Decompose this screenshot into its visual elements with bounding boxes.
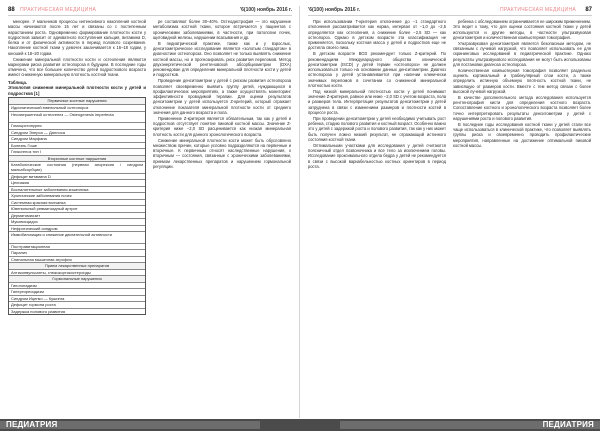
table-row: Гипертиреоидизм <box>9 288 145 295</box>
table-section-header: Вторичные костные нарушения <box>9 155 145 162</box>
table-row: Задержка полового развития <box>9 308 145 315</box>
paragraph: При использовании Т-критерия отклонение до −1 стандартного отклонения рассматривается как норма, интервал от −1,0 до −2,5 определяется как остеопения, а снижение более −2,5 SD — как остеопороз. Однако в детском возрасте эта классификация не применяется, поскольку костная масса у детей и подростков еще не достигла своего пика. <box>308 19 446 51</box>
left-column-1 <box>8 19 146 417</box>
table-row: Паралич <box>9 249 145 256</box>
table-row: Хронические заболевания почек <box>9 192 145 199</box>
paragraph: Ультразвуковая денситометрия является безопасным методом, не связанным с лучевой нагрузкой, что позволяет использовать ее для скрининговых исследований в педиатрической практике. Однако результаты ультразвукового исследования не могут быть использованы для постановки диагноза остеопороза. <box>453 40 591 67</box>
paragraph: В последние годы исследования костной ткани у детей стали все чаще использоваться в клинической практике, что позволяет выявлять группы риска и своевременно проводить профилактические мероприятия, направленные на достижение оптимальной пиковой костной массы. <box>453 121 591 148</box>
paragraph: В детском возрасте ВОЗ рекомендует только Z-критерий. По рекомендациям Международного общества клинической денситометрии (ISCD) у детей термин «остеопороз» не должен использоваться только на основании данных денситометрии. Диагноз остеопороза у детей устанавливается при наличии клинически значимых переломов в сочетании со сниженной минеральной плотностью кости. <box>308 51 446 89</box>
page-number: 87 <box>585 7 592 13</box>
paragraph: менорее. У мальчиков процессы интенсивного накопления костной массы начинаются после 15 лет и связаны со с постепенным нарастанием роста. Одновременно формирование плотности кости у подростков зависит от адекватного поступления кальция, витамина D, белка и от физической активности в период полового созревания. Накопление костной ткани у девочек заканчивается к 16–18 годам, у юношей к 18–20 годам. <box>8 19 146 56</box>
journal-name: ПРАКТИЧЕСКАЯ МЕДИЦИНА <box>20 7 97 13</box>
table-row: Катаболические состояния (нервная анорексия / синдром мальабсорбции) <box>11 162 143 173</box>
paragraph: Оптимальными участками для исследования у детей считаются поясничный отдел позвоночника и все тело за исключением головы. Исследование проксимального отдела бедра у детей не рекомендуется в связи с высокой вариабельностью костных ориентиров в период роста. <box>308 142 446 170</box>
right-page-header <box>308 5 592 15</box>
right-column-2 <box>453 19 591 417</box>
table-row: Несовершенный остеогенез — Osteogenesis imperfecta <box>9 111 145 123</box>
table-section-header: Гормональные нарушения <box>9 275 145 282</box>
issue-label: '6(100) ноябрь 2016 г. <box>239 7 292 13</box>
right-column-1 <box>308 19 446 417</box>
paragraph: При проведении денситометрии у детей необходимо учитывать рост ребенка, стадию полового развития и костный возраст. Особенно важно это у детей с задержкой роста и полового развития, так как у них может быть получен ложно низкий результат, не отражающий истинного состояния костной ткани. <box>308 115 446 143</box>
section-title: ПЕДИАТРИЯ <box>542 420 594 429</box>
header-divider <box>308 15 592 16</box>
table-row: Антиконвульсанты, глюкокортикостероиды <box>9 269 145 276</box>
table-row: Системная красная волчанка <box>9 199 145 206</box>
table-section-header: Прием лекарственных препаратов <box>9 262 145 269</box>
table-row: Целиакия <box>9 179 145 186</box>
table-row: Муковисцидоз <box>9 218 145 225</box>
paragraph: Применение Z-критерия является обязательным, так как у детей и подростков отсутствует понятие пиковой костной массы. Значение Z-критерия ниже −2,0 SD расценивается как низкая минеральная плотность кости для данного хронологического возраста. <box>153 115 291 137</box>
header-divider <box>8 15 292 16</box>
paragraph: ребенка с обследованием ограничивается ее широким применением. Это ведет к тому, что для оценки состояния костной ткани у детей используются и другие методы, в частности ультразвуковая денситометрия и количественная компьютерная томография. <box>453 19 591 40</box>
table-row: Синдром Марфана <box>9 135 145 142</box>
table-row: Нефротический синдром <box>9 225 145 232</box>
table-row: Иммобилизация и снижение двигательной активности <box>9 231 145 243</box>
paragraph: В педиатрической практике, также как и у взрослых, денситометрическое исследование является «золотым стандартом» в диагностике остеопороза. Оно позволяет не только выявлять снижение костной массы, но и прогнозировать риск развития переломов. Метод двухэнергетической рентгеновской абсорбциометрии (DXA) рекомендован для определения минеральной плотности кости у детей и подростков. <box>153 40 291 78</box>
table-section-header: Первичные костные нарушения <box>9 98 145 105</box>
paragraph: Проведение денситометрии у детей с риском развития остеопороза позволяет своевременно выявить группу детей, нуждающихся в профилактических мероприятиях, а также осуществлять мониторинг эффективности проводимой терапии. Для оценки результатов денситометрии у детей используется Z-критерий, который отражает отклонение показателя минеральной плотности кости от среднего значения для данного возраста и пола. <box>153 78 291 116</box>
paragraph: Количественная компьютерная томография позволяет раздельно оценить кортикальный и трабекулярный слои кости, а также определить истинную объемную плотность костной ткани, не зависящую от размеров кости. Вместе с тем метод связан с более высокой лучевой нагрузкой. <box>453 67 591 94</box>
left-page-header <box>8 5 292 15</box>
table-row: Гликогеноз тип I <box>9 148 145 155</box>
table-row: Постгравитационная <box>9 243 145 250</box>
table-title: Таблица. <box>8 79 28 85</box>
table-row: Синдром Элерса — Данлоса <box>9 129 145 136</box>
paragraph: ре составляют более 30–40%. Остеодистрофия — это нарушение метаболизма костной ткани, которое встречается у пациентов с хроническими заболеваниями, в частности, при патологии почек, щитовидной железы, нарушении всасывания и др. <box>153 19 291 40</box>
paragraph: Снижение минеральной плотности кости и остеопения являются маркерами риска развития остеопороза в будущем. В последние годы отмечено, что все большее количество детей подросткового возраста имеют сниженную минеральную плотность костной ткани. <box>8 56 146 78</box>
table-row: Гипогонадизм <box>9 282 145 289</box>
table-row: Воспалительные заболевания кишечника <box>9 186 145 193</box>
table-row: Ювенильный ревматоидный артрит <box>9 205 145 212</box>
paragraph: Снижение минеральной плотности кости может быть обусловлено множеством причин, которые условно подразделяются на первичные и вторичные. К первичным относят наследственные нарушения, к вторичным — состояния, связанные с хроническими заболеваниями, приемом лекарственных препаратов и нарушением гормональной регуляции. <box>153 137 291 170</box>
table-row: Идиопатический ювенильный остеопороз <box>9 104 145 111</box>
journal-name: ПРАКТИЧЕСКАЯ МЕДИЦИНА <box>499 7 576 13</box>
etiology-table <box>8 97 146 316</box>
left-column-2 <box>153 19 291 417</box>
table-row: Дефицит гормона роста <box>9 301 145 308</box>
section-title: ПЕДИАТРИЯ <box>6 420 58 429</box>
left-footer <box>0 419 300 431</box>
table-row: Гомоцистинурия <box>9 122 145 129</box>
page-number: 88 <box>8 7 15 13</box>
right-footer <box>300 419 600 431</box>
table-row: Дефицит витамина D <box>9 173 145 180</box>
table-row: Дерматомиозит <box>9 212 145 219</box>
issue-label: '6(100) ноябрь 2016 г. <box>308 7 361 13</box>
table-row: Синдром Иценко — Кушинга <box>9 295 145 302</box>
right-page <box>300 0 600 431</box>
table-subtitle: Этиология снижения минеральной плотности кости у детей и подростков [1] <box>8 85 146 96</box>
paragraph: В качестве дополнительного метода исследования используется рентгенография кисти для определения костного возраста. Сопоставление костного и хронологического возраста позволяет более точно интерпретировать результаты денситометрии у детей с нарушениями роста и полового развития. <box>453 94 591 121</box>
paragraph: Под низкой минеральной плотностью кости у детей понимают значение Z-критерия, равное или ниже −2,0 SD с учетом возраста, пола и размеров тела. Интерпретация результатов денситометрии у детей затруднена в связи с изменением размеров и плотности костей в процессе роста. <box>308 88 446 116</box>
table-row: Болезнь Гоше <box>9 142 145 149</box>
table-row: Спинальная мышечная атрофия <box>9 256 145 263</box>
